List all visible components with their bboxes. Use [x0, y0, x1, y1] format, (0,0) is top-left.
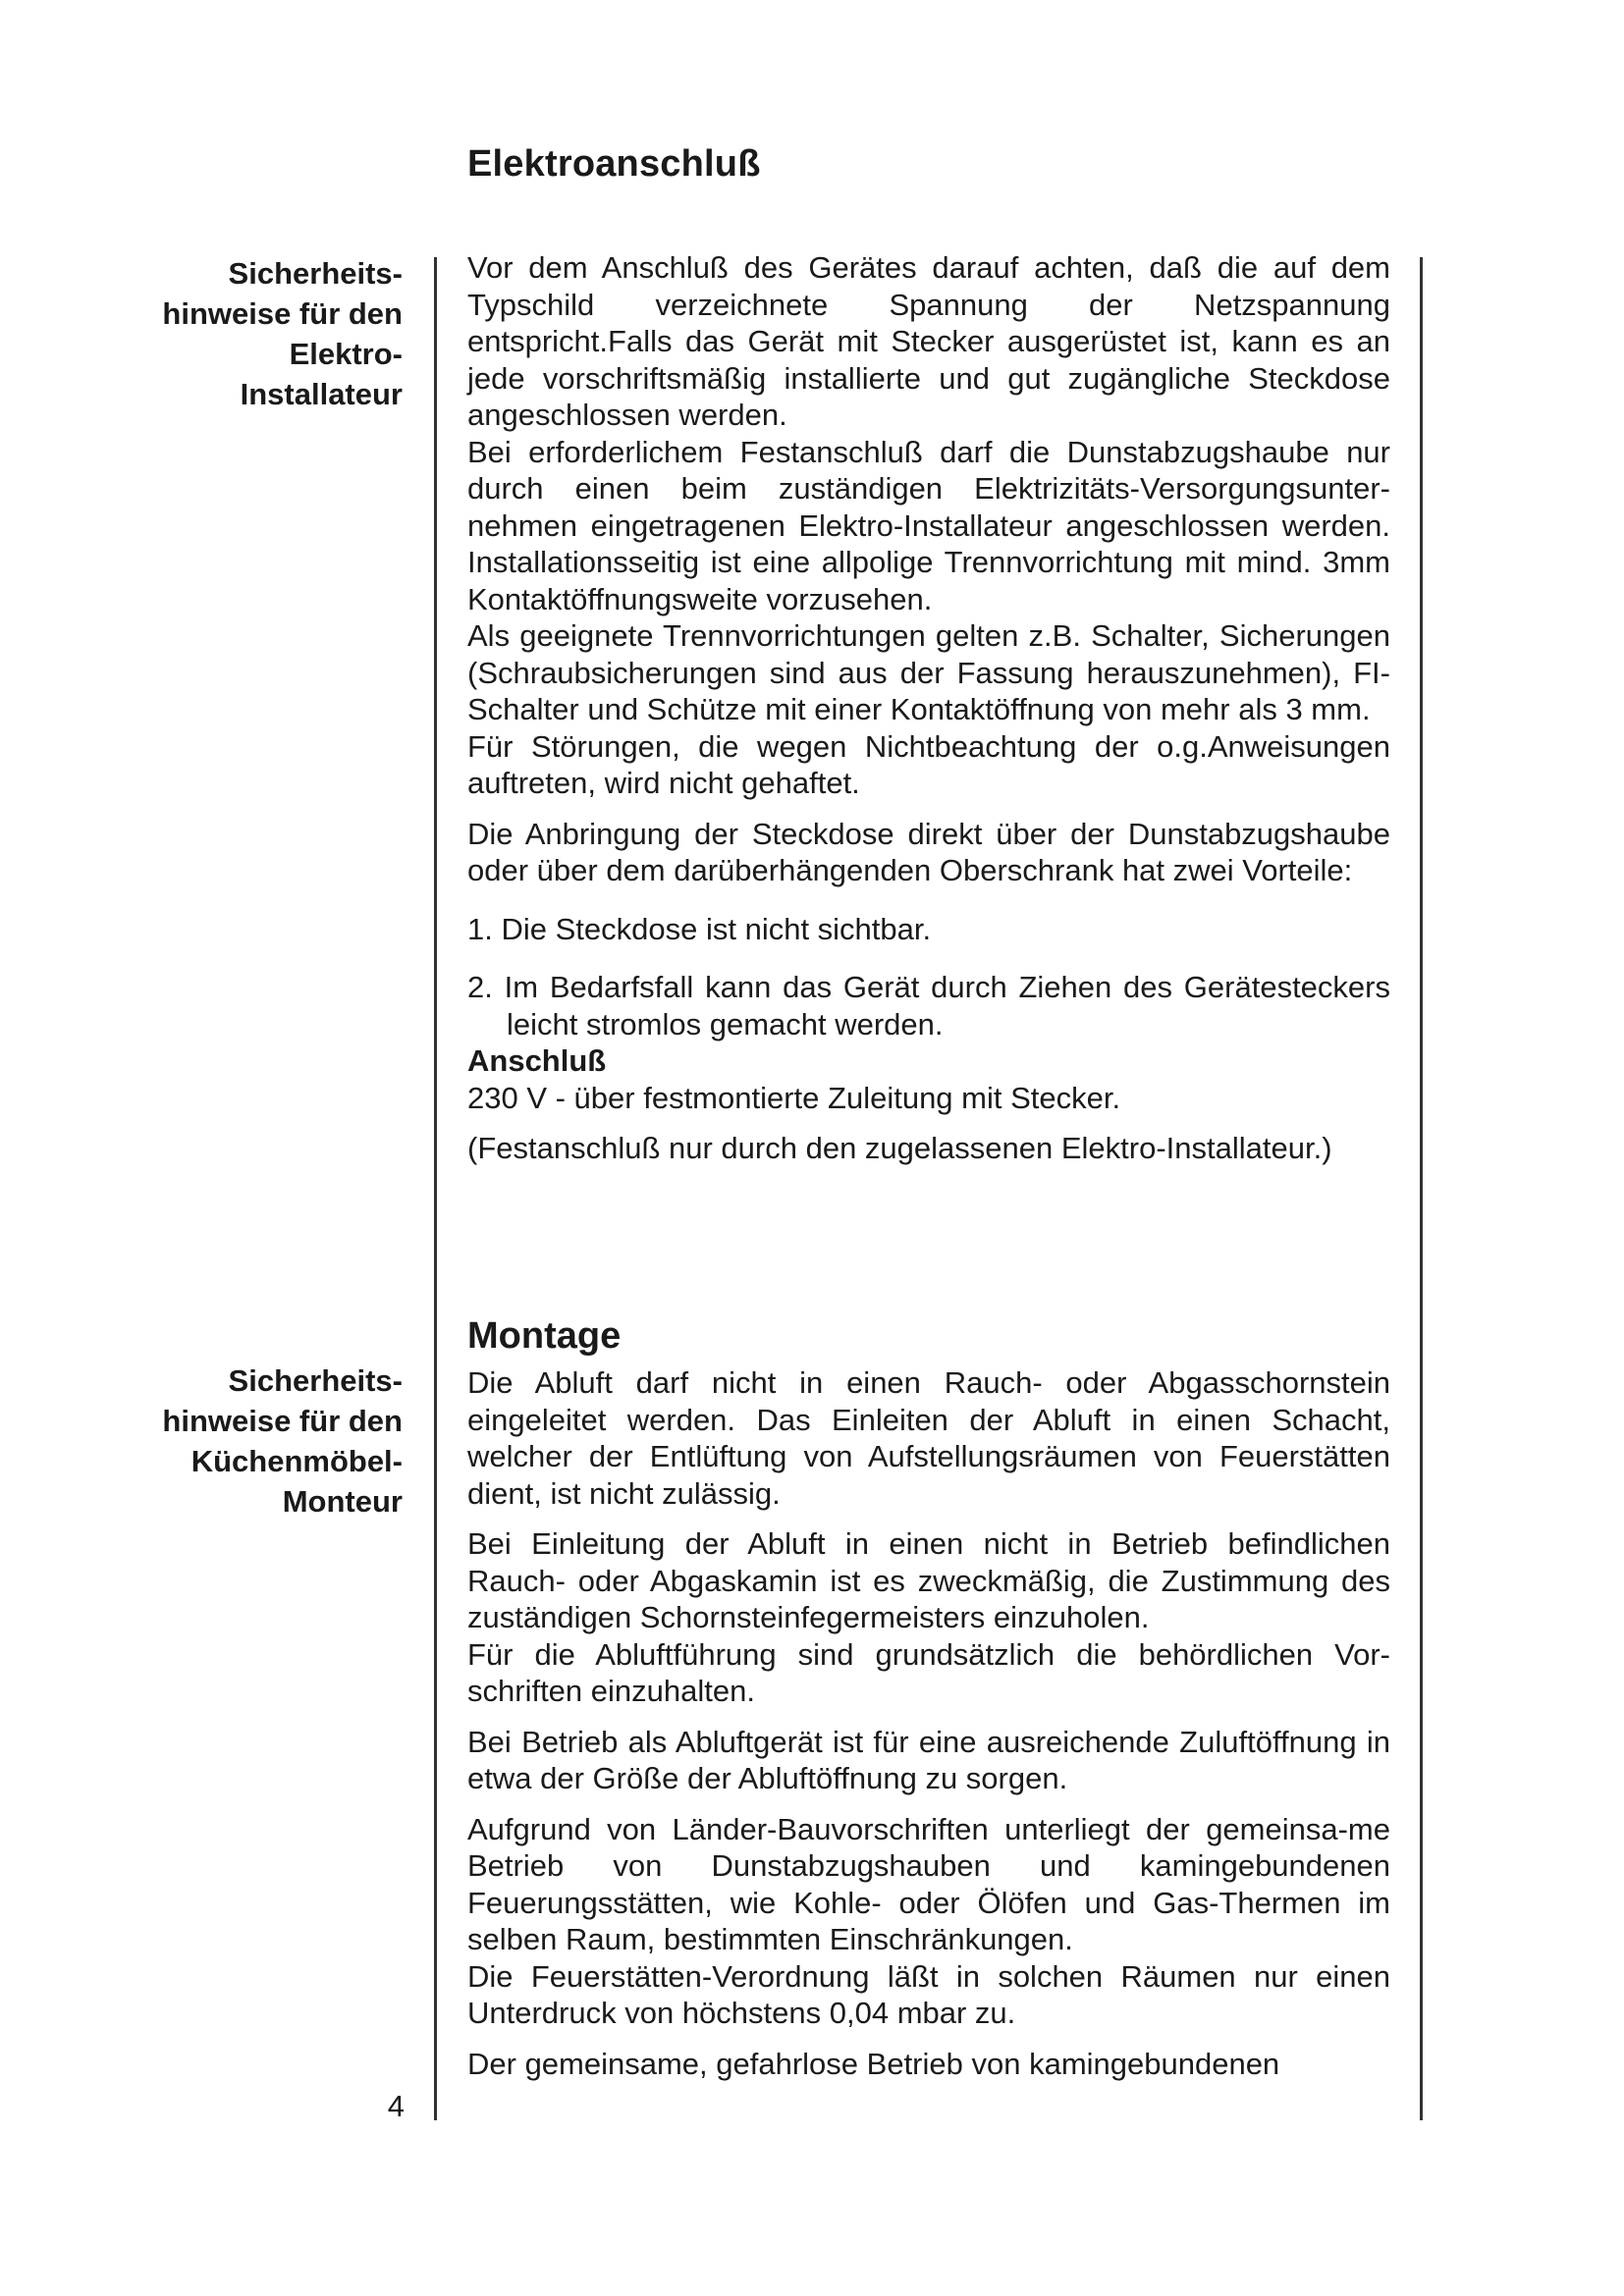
paragraph: Der gemeinsame, gefahrlose Betrieb von kamingebundenen [467, 2046, 1280, 2081]
right-divider-line [1420, 257, 1423, 2120]
page-number: 4 [387, 2089, 405, 2123]
paragraph: Bei erforderlichem Festanschluß darf die Dunstabzugshaube nur durch einen beim zuständigen Elektrizitäts-Versorgungsunter-nehmen eingetragenen Elektro-Installateur angeschlossen werden. Installationsseitig ist eine allpolige Trennvorrichtung mit mind. 3mm Kontaktöffnungsweite vorzusehen. [467, 434, 1390, 616]
anschluss-note: (Festanschluß nur durch den zugelassenen Elektro-Installateur.) [467, 1131, 1332, 1165]
side-note-line: Elektro- [289, 337, 403, 371]
list-item: 2. Im Bedarfsfall kann das Gerät durch Ziehen des Gerätesteckers leicht stromlos gemacht werden. [467, 970, 1390, 1041]
list-item: 1. Die Steckdose ist nicht sichtbar. [467, 911, 932, 946]
paragraph: Für die Abluftführung sind grundsätzlich die behördlichen Vor-schriften einzuhalten. [467, 1636, 1390, 1708]
elektro-body [467, 249, 1390, 1167]
side-note-line: Sicherheits- [228, 256, 403, 291]
paragraph: Die Abluft darf nicht in einen Rauch- oder Abgasschornstein eingeleitet werden. Das Einleiten der Abluft in einen Schacht, welcher der Entlüftung von Aufstellungsräumen von Feuerstätten dient, ist nicht zulässig. [467, 1365, 1390, 1511]
side-note-elektro-installateur [39, 253, 403, 414]
anschluss-heading: Anschluß [467, 1043, 607, 1078]
montage-body [467, 1364, 1390, 2082]
side-note-kuechenmoebel-monteur [39, 1361, 403, 1522]
paragraph: Bei Betrieb als Abluftgerät ist für eine ausreichende Zuluftöffnung in etwa der Größe der Abluftöffnung zu sorgen. [467, 1724, 1390, 1795]
side-note-line: hinweise für den [162, 296, 403, 331]
section-title-montage: Montage [467, 1315, 622, 1357]
left-divider-line [434, 257, 437, 2120]
side-note-line: Sicherheits- [228, 1363, 403, 1398]
section-title-elektroanschluss: Elektroanschluß [467, 143, 761, 185]
side-note-line: Installateur [240, 377, 403, 411]
paragraph: Die Anbringung der Steckdose direkt über der Dunstabzugshaube oder über dem darüberhängenden Oberschrank hat zwei Vorteile: [467, 816, 1390, 887]
side-note-line: hinweise für den [162, 1404, 403, 1438]
paragraph: Vor dem Anschluß des Gerätes darauf achten, daß die auf dem Typschild verzeichnete Spannung der Netzspannung entspricht.Falls das Gerät mit Stecker ausgerüstet ist, kann es an jede vorschriftsmäßig installierte und gut zugängliche Steckdose angeschlossen werden. [467, 250, 1390, 432]
paragraph: Als geeignete Trennvorrichtungen gelten z.B. Schalter, Sicherungen (Schraubsicherungen sind aus der Fassung herauszunehmen), FI-Schalter und Schütze mit einer Kontaktöffnung von mehr als 3 mm. [467, 618, 1390, 726]
paragraph: Aufgrund von Länder-Bauvorschriften unterliegt der gemeinsa-me Betrieb von Dunstabzugshauben und kamingebundenen Feuerungsstätten, wie Kohle- oder Ölöfen und Gas-Thermen im selben Raum, bestimmten Einschränkungen. [467, 1811, 1390, 1956]
paragraph: Bei Einleitung der Abluft in einen nicht in Betrieb befindlichen Rauch- oder Abgaskamin ist es zweckmäßig, die Zustimmung des zuständigen Schornsteinfegermeisters einzuholen. [467, 1526, 1390, 1634]
paragraph: Die Feuerstätten-Verordnung läßt in solchen Räumen nur einen Unterdruck von höchstens 0,04 mbar zu. [467, 1958, 1390, 2030]
side-note-line: Küchenmöbel- [190, 1444, 403, 1478]
side-note-line: Monteur [282, 1484, 403, 1519]
anschluss-text: 230 V - über festmontierte Zuleitung mit Stecker. [467, 1080, 1121, 1115]
paragraph: Für Störungen, die wegen Nichtbeachtung der o.g.Anweisungen auftreten, wird nicht gehaftet. [467, 728, 1390, 800]
